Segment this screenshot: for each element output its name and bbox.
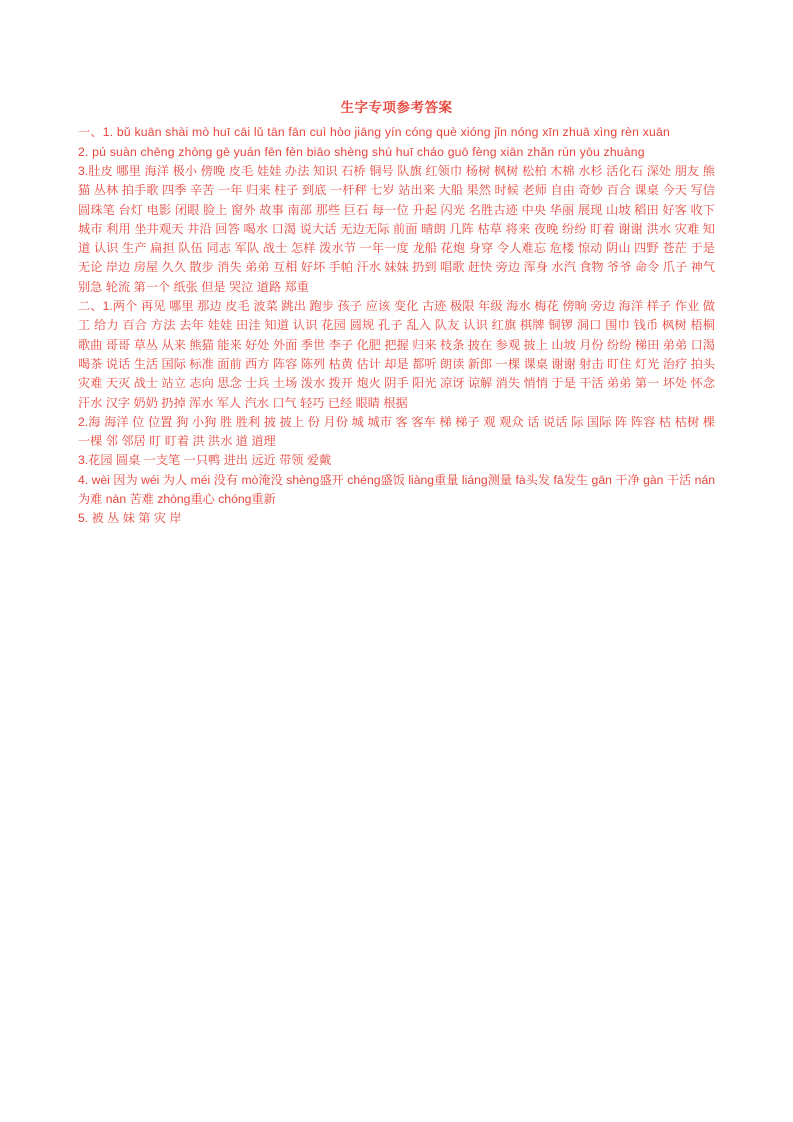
answer-section-3: 3.花园 圆桌 一支笔 一只鸭 进出 远近 带领 爱戴 [78, 453, 332, 468]
answer-section-4: 4. wèi 因为 wéi 为人 méi 没有 mò淹没 shèng盛开 chéng盛饭 liàng重量 liáng测量 fà头发 fā发生 gān 干净 gàn 干活 nán 为难 nàn 苦难 zhòng重心 chóng重新 [78, 472, 719, 507]
answer-section-2-item-1: 二、1.两个 再见 哪里 那边 皮毛 波菜 跳出 跑步 孩子 应该 变化 古迹 极限 年级 海水 梅花 傍晌 旁边 海洋 样子 作业 做工 给力 百合 方法 去年 娃娃 田洼 知道 认识 花园 圆规 孔子 乱入 队友 认识 红旗 棋牌 铜锣 洞口 围巾 钱币 枫树 梧桐 歌曲 哥哥 草丛 从来 熊猫 能来 好处 外面 季世 李子 化肥 把握 归来 枝条 披在 参观 披上 山坡 月份 纷纷 梯田 弟弟 口渴 喝茶 说话 生活 国际 标准 面前 西方 阵容 陈列 枯黄 估计 却是 都听 朗读 新郎 一棵 课桌 谢谢 射击 盯住 灯光 治疗 拍头 灾难 天灭 战士 站立 志向 思念 士兵 土场 泼水 拨开 炮火 阴手 阳光 凉讶 谅解 消失 悄悄 于是 干活 弟弟 第一 坏处 怀念 汗水 汉字 奶奶 扔掉 浑水 军人 汽水 口气 轻巧 已经 眼睛 根据 [78, 299, 719, 410]
answer-section-1-item-3: 3.肚皮 哪里 海洋 极小 傍晚 皮毛 娃娃 办法 知识 石桥 铜号 队旗 红领巾 杨树 枫树 松柏 木棉 水杉 活化石 深处 朋友 熊猫 丛林 拍手歌 四季 辛苦 一年 归来 柱子 到底 一杆秤 七岁 站出来 大船 果然 时候 老师 自由 奇妙 百合 课桌 今天 写信 圆珠笔 台灯 电影 闭眼 脸上 窗外 故事 南部 那些 巨石 每一位 升起 闪光 名胜古迹 中央 华丽 展现 山坡 稻田 好客 收下 城市 利用 坐井观天 井沿 回答 喝水 口渴 说大话 无边无际 前面 晴朗 几阵 枯草 将来 夜晚 纷纷 盯着 谢谢 洪水 灾难 知道 认识 生产 扁担 队伍 同志 军队 战士 怎样 泼水节 一年一度 龙船 花炮 身穿 令人难忘 危楼 惊动 阴山 四野 苍茫 于是 无论 岸边 房屋 久久 散步 消失 弟弟 互相 好坏 手帕 汗水 妹妹 扔到 唱歌 赶快 旁边 浑身 水汽 食物 爷爷 命令 爪子 神气 别急 轮流 第一个 纸张 但是 哭泣 道路 郑重 [78, 164, 719, 294]
answer-section-2-item-2: 2.海 海洋 位 位置 狗 小狗 胜 胜利 披 披上 份 月份 城 城市 客 客车 梯 梯子 观 观众 话 说话 际 国际 阵 阵容 枯 枯树 棵 一棵 邻 邻居 盯 盯着 洪 洪水 道 道理 [78, 414, 719, 449]
page-title: 生字专项参考答案 [340, 100, 453, 115]
answer-section-1-pinyin-1: 一、1. bǔ kuān shài mò huī cāi lǔ tān fān cuì hòo jiāng yín cóng què xióng jǐn nóng xīn zhuā xìng rèn xuān [78, 125, 670, 139]
answer-section-1-pinyin-2: 2. pú suàn chēng zhòng gē yuán fēn fèn biāo shèng shù huī cháo guō fèng xiān zhǎn rùn yōu zhuàng [78, 144, 645, 159]
answer-section-5: 5. 被 丛 妹 第 灾 岸 [78, 511, 182, 526]
